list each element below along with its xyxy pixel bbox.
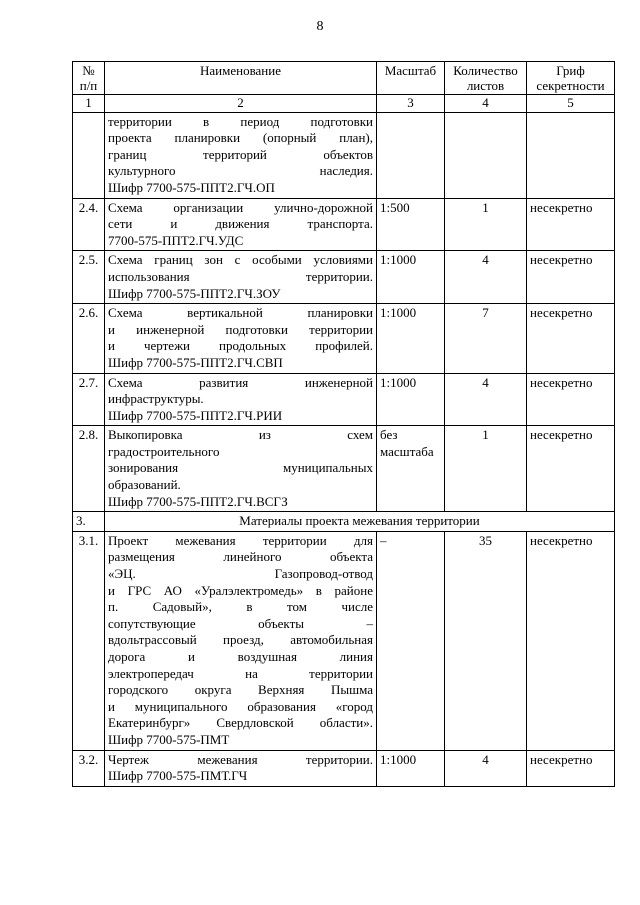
row-name [105, 750, 377, 786]
header-secrecy-line1: Гриф [556, 63, 585, 78]
header-num-line1: № [82, 63, 95, 78]
section-number: 3. [73, 512, 105, 532]
row-name-line: Схема границ зон с особыми условиями [108, 252, 373, 268]
row-name-line: Шифр 7700-575-ППТ2.ГЧ.ОП [108, 179, 275, 195]
row-name-line: использования территории. [108, 268, 373, 284]
row-name [105, 198, 377, 251]
row-scale: 1:1000 [377, 251, 445, 304]
table-row [73, 531, 615, 750]
row-sheets: 4 [445, 373, 527, 426]
row-sheets: 7 [445, 304, 527, 373]
row-name-line: Схема развития инженерной [108, 374, 373, 390]
column-index: 3 [377, 95, 445, 113]
row-name-line: проекта планировки (опорный план), [108, 130, 373, 146]
row-name-line: размещения линейного объекта [108, 549, 373, 565]
row-number: 2.4. [73, 198, 105, 251]
table-row [73, 426, 615, 512]
row-sheets [445, 112, 527, 198]
row-name [105, 112, 377, 198]
row-name-line: культурного наследия. [108, 163, 373, 179]
row-name-line: Шифр 7700-575-ППТ2.ГЧ.ЗОУ [108, 285, 281, 301]
header-sheets-line1: Количество [453, 63, 518, 78]
header-num-line2: п/п [79, 78, 98, 93]
row-secrecy [527, 112, 615, 198]
row-sheets: 4 [445, 750, 527, 786]
row-name-line: территории в период подготовки [108, 113, 373, 129]
row-secrecy: несекретно [527, 750, 615, 786]
header-name: Наименование [105, 62, 377, 95]
row-name-line: и муниципального образования «город [108, 698, 373, 714]
row-name-line: сети и движения транспорта. [108, 216, 373, 232]
header-sheets [445, 62, 527, 95]
row-sheets: 35 [445, 531, 527, 750]
row-name-line: электропередач на территории [108, 665, 373, 681]
row-name-line: 7700-575-ППТ2.ГЧ.УДС [108, 232, 244, 248]
row-name-line: Шифр 7700-575-ППТ2.ГЧ.ВСГЗ [108, 493, 288, 509]
row-name-line: вдольтрассовый проезд, автомобильная [108, 632, 373, 648]
row-name [105, 531, 377, 750]
row-scale: 1:500 [377, 198, 445, 251]
row-name [105, 426, 377, 512]
row-scale: – [377, 531, 445, 750]
row-secrecy: несекретно [527, 426, 615, 512]
header-row [73, 62, 615, 95]
row-name-line: границ территорий объектов [108, 146, 373, 162]
row-number: 2.6. [73, 304, 105, 373]
header-secrecy-line2: секретности [536, 78, 605, 93]
row-name-line: зонирования муниципальных [108, 460, 373, 476]
header-secrecy [527, 62, 615, 95]
column-index: 5 [527, 95, 615, 113]
row-name-line: и инженерной подготовки территории [108, 321, 373, 337]
column-index: 1 [73, 95, 105, 113]
row-number [73, 112, 105, 198]
table-row [73, 251, 615, 304]
row-name-line: Проект межевания территории для [108, 532, 373, 548]
row-secrecy: несекретно [527, 198, 615, 251]
row-scale: 1:1000 [377, 750, 445, 786]
row-scale: 1:1000 [377, 373, 445, 426]
row-name-line: инфраструктуры. [108, 391, 204, 407]
document-table [72, 61, 615, 787]
row-secrecy: несекретно [527, 373, 615, 426]
row-name-line: п. Садовый», в том числе [108, 599, 373, 615]
row-sheets: 4 [445, 251, 527, 304]
row-name-line: «ЭЦ. Газопровод-отвод [108, 566, 373, 582]
row-name-line: Схема организации улично-дорожной [108, 199, 373, 215]
row-name-line: городского округа Верхняя Пышма [108, 682, 373, 698]
section-row [73, 512, 615, 532]
table-row [73, 112, 615, 198]
row-number: 2.5. [73, 251, 105, 304]
table-row [73, 198, 615, 251]
header-num [73, 62, 105, 95]
row-name-line: Чертеж межевания территории. [108, 751, 373, 767]
row-name-line: сопутствующие объекты – [108, 615, 373, 631]
row-sheets: 1 [445, 426, 527, 512]
header-sheets-line2: листов [466, 78, 505, 93]
header-scale: Масштаб [377, 62, 445, 95]
row-name-line: Схема вертикальной планировки [108, 305, 373, 321]
row-secrecy: несекретно [527, 251, 615, 304]
column-index-row [73, 95, 615, 113]
column-index: 2 [105, 95, 377, 113]
row-name-line: образований. [108, 477, 181, 493]
row-name-line: и чертежи продольных профилей. [108, 338, 373, 354]
row-scale [377, 112, 445, 198]
row-name-line: Шифр 7700-575-ПМТ [108, 731, 230, 747]
row-name-line: градостроительного [108, 443, 220, 459]
row-name-line: и ГРС АО «Уралэлектромедь» в районе [108, 582, 373, 598]
row-number: 2.8. [73, 426, 105, 512]
row-name [105, 251, 377, 304]
row-secrecy: несекретно [527, 304, 615, 373]
row-number: 3.1. [73, 531, 105, 750]
table-row [73, 373, 615, 426]
row-number: 2.7. [73, 373, 105, 426]
row-name-line: Шифр 7700-575-ППТ2.ГЧ.РИИ [108, 407, 283, 423]
row-scale: 1:1000 [377, 304, 445, 373]
row-sheets: 1 [445, 198, 527, 251]
row-name [105, 304, 377, 373]
row-name-line: Екатеринбург» Свердловской области». [108, 715, 373, 731]
row-name-line: Выкопировка из схем [108, 427, 373, 443]
page-number: 8 [316, 19, 324, 34]
row-secrecy: несекретно [527, 531, 615, 750]
row-name-line: Шифр 7700-575-ППТ2.ГЧ.СВП [108, 354, 283, 370]
section-title: Материалы проекта межевания территории [105, 512, 615, 532]
row-name [105, 373, 377, 426]
row-name-line: дорога и воздушная линия [108, 649, 373, 664]
table-row [73, 304, 615, 373]
row-name-line: Шифр 7700-575-ПМТ.ГЧ [108, 768, 248, 784]
column-index: 4 [445, 95, 527, 113]
row-scale: без масштаба [377, 426, 445, 512]
table-row [73, 750, 615, 786]
row-number: 3.2. [73, 750, 105, 786]
